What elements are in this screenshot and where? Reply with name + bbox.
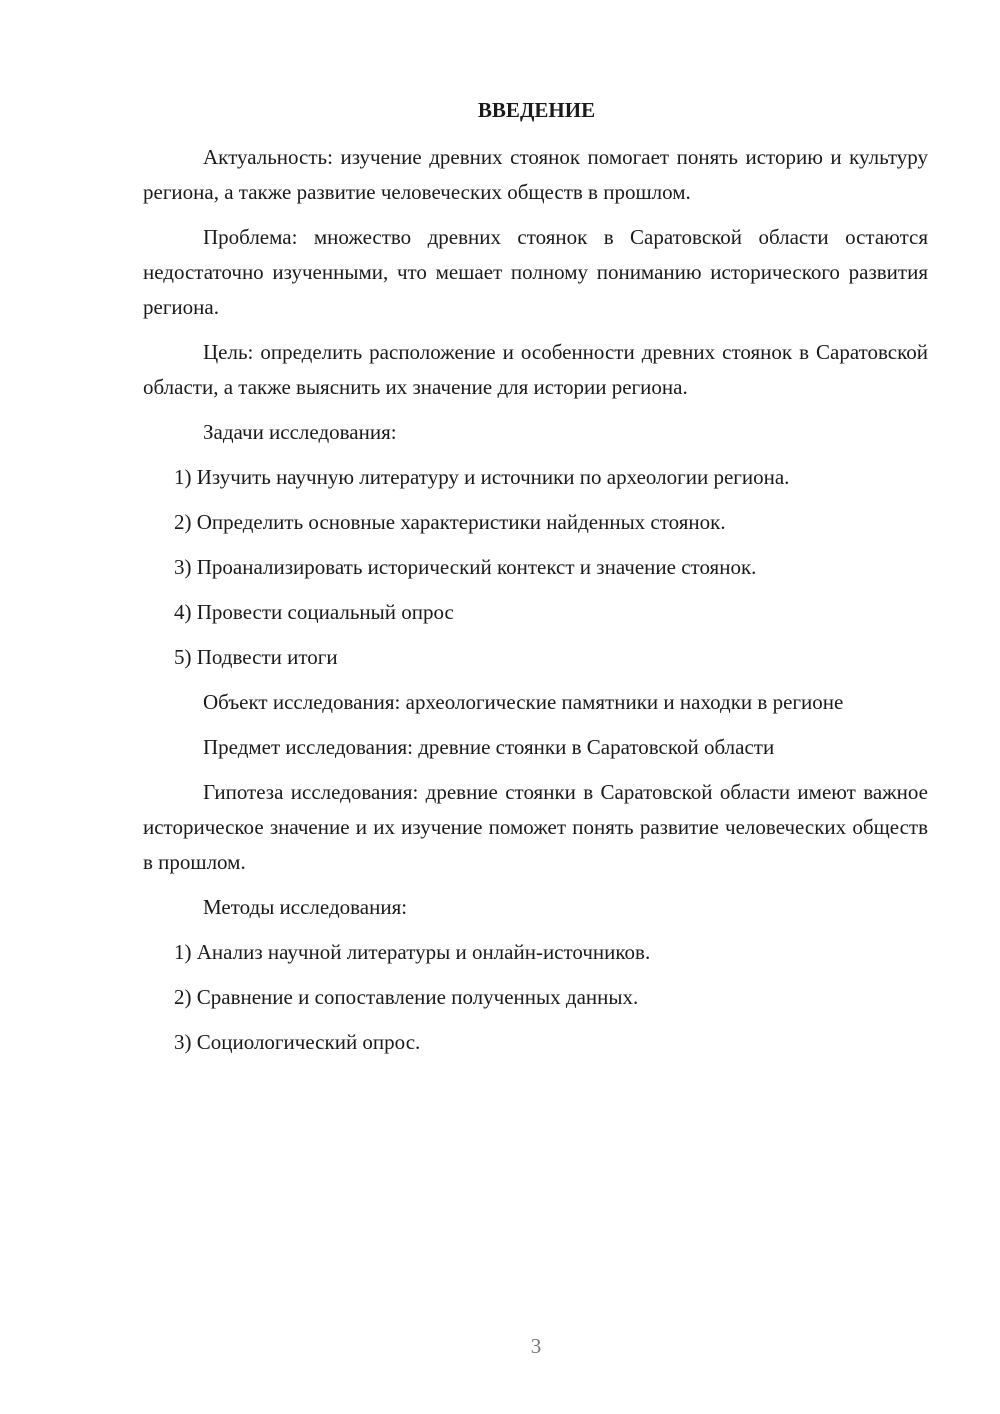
problem-paragraph: Проблема: множество древних стоянок в Саратовской области остаются недостаточно изученными, что мешает полному пониманию исторического развития региона. [143, 225, 928, 319]
task-item: 5) Подвести итоги [174, 645, 338, 669]
relevance-paragraph: Актуальность: изучение древних стоянок помогает понять историю и культуру региона, а также развитие человеческих обществ в прошлом. [143, 145, 928, 204]
goal-paragraph: Цель: определить расположение и особенности древних стоянок в Саратовской области, а также выяснить их значение для истории региона. [143, 340, 928, 399]
task-item: 4) Провести социальный опрос [174, 600, 454, 624]
tasks-heading: Задачи исследования: [203, 420, 397, 444]
page-number: 3 [530, 1334, 542, 1358]
methods-list [143, 935, 928, 1060]
method-item: 3) Социологический опрос. [174, 1030, 421, 1054]
hypothesis-paragraph: Гипотеза исследования: древние стоянки в Саратовской области имеют важное историческое значение и их изучение поможет понять развитие человеческих обществ в прошлом. [143, 780, 928, 874]
subject-paragraph: Предмет исследования: древние стоянки в Саратовской области [203, 735, 775, 759]
page-content [143, 96, 928, 1070]
task-item: 1) Изучить научную литературу и источники по археологии региона. [174, 465, 790, 489]
method-item: 1) Анализ научной литературы и онлайн-источников. [174, 940, 651, 964]
methods-heading: Методы исследования: [203, 895, 408, 919]
page-title: ВВЕДЕНИЕ [477, 98, 596, 122]
task-item: 2) Определить основные характеристики найденных стоянок. [174, 510, 726, 534]
task-item: 3) Проанализировать исторический контекст и значение стоянок. [174, 555, 757, 579]
method-item: 2) Сравнение и сопоставление полученных данных. [174, 985, 639, 1009]
object-paragraph: Объект исследования: археологические памятники и находки в регионе [203, 690, 844, 714]
tasks-list [143, 460, 928, 675]
